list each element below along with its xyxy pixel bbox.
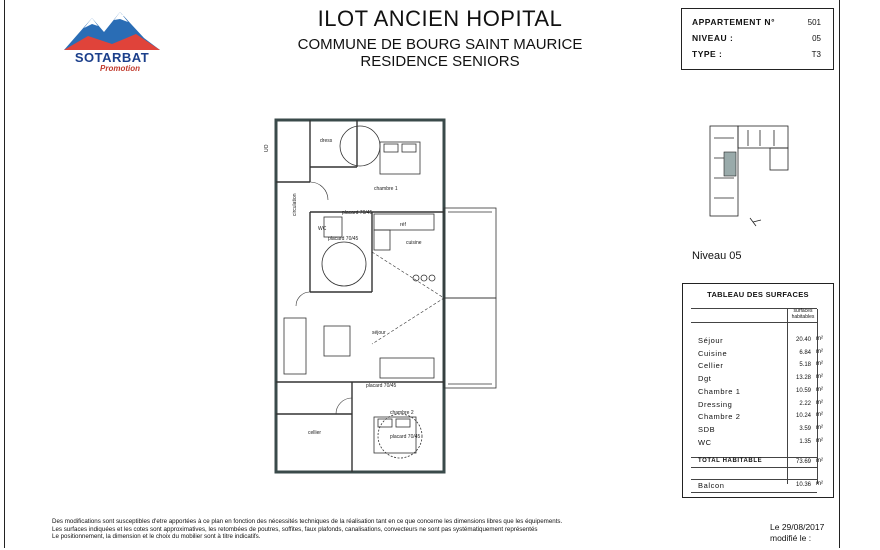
surfaces-column-header (789, 308, 817, 320)
residence-subtitle: RESIDENCE SENIORS (360, 53, 520, 70)
room-label-placard2: placard 70/45 (328, 236, 359, 242)
total-label: TOTAL HABITABLE (698, 458, 763, 464)
apartment-highlight (724, 152, 736, 176)
page-title: ILOT ANCIEN HOPITAL (317, 6, 563, 31)
surface-row-unit: m² (816, 412, 823, 419)
note-line-2: Les surfaces indiquées et les cotes sont approximatives, les retombées de poutres, soffites, faux plafonds, canalisations, convecteurs ne sont pas systématiquement représentés (52, 525, 538, 533)
surfaces-table (682, 283, 834, 498)
type-value: T3 (811, 50, 821, 59)
room-label-sejour: séjour (372, 330, 386, 336)
note-line-1: Des modifications sont susceptibles d'etre apportées à ce plan en fonction des nécessités techniques de la réalisation tant en ce que concerne les dimensions libres que les équipements. (52, 518, 563, 525)
room-label-placard4: placard 70/45 (390, 434, 421, 440)
column-header-line2: habitables (791, 314, 815, 320)
apartment-info-box (681, 8, 834, 70)
surface-row-unit: m² (816, 348, 823, 355)
niveau-label: NIVEAU : (692, 33, 734, 43)
building-minimap (700, 118, 810, 238)
logo-subtitle: Promotion (100, 64, 140, 73)
company-logo (62, 10, 162, 72)
logo-brand: SOTARBAT (74, 50, 150, 65)
room-label-placard1: placard 70/45 (342, 210, 373, 216)
surface-row-room: Chambre 2 (698, 412, 741, 422)
document-date: Le 29/08/2017 (770, 522, 825, 532)
surface-row-unit: m² (816, 437, 823, 444)
surface-row-room: SDB (698, 424, 716, 434)
minimap-level-label: Niveau 05 (692, 250, 742, 262)
balcon-area: 10.36 (795, 482, 811, 488)
room-label-placard3: placard 70/45 (366, 383, 397, 389)
modified-label: modifié le : (770, 533, 812, 543)
room-label-wc: WC (318, 226, 327, 232)
room-label-cellier: cellier (308, 430, 322, 436)
surface-row-area: 5.18 (799, 362, 811, 369)
balcon-label: Balcon (698, 481, 725, 490)
surface-row-area: 2.22 (799, 400, 811, 407)
surface-row-area: 10.24 (795, 413, 811, 420)
room-label-circulation: circulation (292, 193, 298, 216)
room-label-entry: UO (264, 144, 270, 152)
surface-row-unit: m² (816, 399, 823, 406)
surface-row-unit: m² (816, 361, 823, 368)
footer-notes (52, 518, 752, 541)
surface-row-room: Chambre 1 (698, 386, 741, 396)
surface-row-area: 1.35 (799, 438, 811, 445)
appartement-label: APPARTEMENT N° (692, 17, 775, 27)
surface-row-room: Cuisine (698, 348, 728, 358)
surface-row-area: 3.59 (799, 425, 811, 432)
balcon-unit: m² (816, 481, 823, 487)
niveau-value: 05 (812, 34, 821, 43)
room-label-chambre1: chambre 1 (374, 186, 398, 192)
note-line-3: Le positionnement, la dimension et le choix du mobilier sont à titre indicatifs. (52, 533, 261, 540)
column-header-line1: surfaces (793, 308, 813, 314)
surface-row-room: Dgt (698, 374, 712, 384)
surface-row-room: WC (698, 437, 712, 447)
surfaces-table-title: TABLEAU DES SURFACES (707, 290, 809, 299)
appartement-value: 501 (807, 18, 821, 27)
surface-row-unit: m² (816, 424, 823, 431)
surface-row-area: 6.84 (799, 349, 811, 356)
mountain-logo-icon (62, 10, 162, 54)
surface-row-area: 13.28 (795, 375, 811, 382)
room-label-chambre2: chambre 2 (390, 410, 414, 416)
room-label-dressing: dress (320, 138, 333, 144)
total-unit: m² (816, 458, 823, 464)
surface-row-room: Séjour (698, 336, 724, 345)
surface-row-unit: m² (816, 386, 823, 393)
surface-row-room: Cellier (698, 361, 724, 371)
room-label-cuisine: cuisine (406, 240, 422, 246)
surface-row-unit: m² (816, 336, 823, 342)
type-label: TYPE : (692, 49, 723, 59)
room-label-fridge: réf (400, 222, 406, 228)
surface-row-room: Dressing (698, 399, 733, 409)
floor-plan (262, 112, 502, 477)
total-area: 73.69 (795, 459, 811, 465)
commune-subtitle: COMMUNE DE BOURG SAINT MAURICE (297, 36, 583, 53)
surface-row-area: 10.59 (795, 387, 811, 394)
surface-row-unit: m² (816, 374, 823, 381)
surface-row-area: 20.40 (795, 337, 811, 343)
